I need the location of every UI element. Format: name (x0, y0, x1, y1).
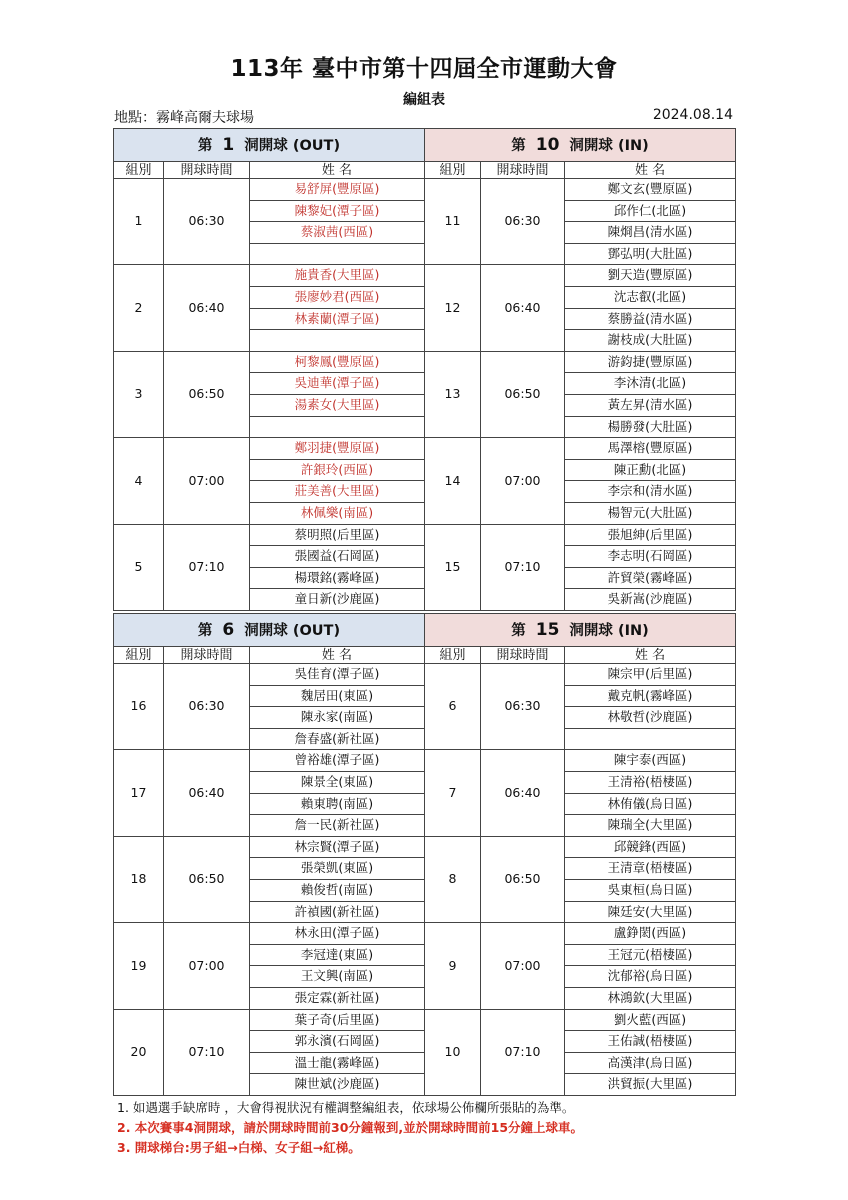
player-name: 沈郁裕(烏日區) (565, 966, 736, 988)
table-row (114, 438, 736, 460)
hole-prefix: 第 (511, 137, 526, 154)
player-name: 張廖妙君(西區) (250, 286, 425, 308)
player-name: 盧錚閎(西區) (565, 923, 736, 945)
hole-header-left (114, 129, 425, 162)
player-name: 許禎國(新社區) (250, 901, 425, 923)
player-name: 張國益(石岡區) (250, 546, 425, 568)
note-item: 3. 開球梯台:男子組→白梯、女子組→紅梯。 (117, 1140, 361, 1155)
hole-prefix: 第 (197, 137, 213, 154)
player-name: 葉子奇(后里區) (250, 1009, 425, 1031)
player-name: 許貿榮(霧峰區) (565, 567, 736, 589)
player-name (565, 728, 736, 750)
hole-suffix: 洞開球 (244, 622, 288, 639)
player-name: 戴克帆(霧峰區) (565, 685, 736, 707)
player-name: 劉天造(豐原區) (565, 265, 736, 287)
player-name: 林敬哲(沙鹿區) (565, 707, 736, 729)
hole-header-row (114, 614, 736, 647)
player-name: 黃左昇(清水區) (565, 394, 736, 416)
tee-time: 06:40 (481, 750, 565, 836)
group-number: 8 (425, 836, 481, 922)
col-header-group: 組別 (425, 647, 481, 664)
player-name: 邱競鋒(西區) (565, 836, 736, 858)
column-header-row (114, 647, 736, 664)
hole-number: 1 (222, 134, 235, 155)
group-number: 3 (114, 351, 164, 437)
hole-number: 15 (535, 619, 560, 640)
table-row (114, 664, 736, 686)
player-name: 陳廷安(大里區) (565, 901, 736, 923)
player-name: 鄧弘明(大肚區) (565, 243, 736, 265)
tee-time: 07:10 (164, 1009, 250, 1095)
tee-time: 06:40 (481, 265, 565, 351)
group-number: 6 (425, 664, 481, 750)
player-name: 溫士龍(霧峰區) (250, 1052, 425, 1074)
table-row (114, 750, 736, 772)
player-name: 陳永家(南區) (250, 707, 425, 729)
player-name: 楊環銘(霧峰區) (250, 567, 425, 589)
player-name: 王冠元(梧棲區) (565, 944, 736, 966)
col-header-name: 姓 名 (565, 162, 736, 179)
player-name: 張榮凱(東區) (250, 858, 425, 880)
player-name: 陳烱昌(清水區) (565, 222, 736, 244)
player-name: 高漢津(烏日區) (565, 1052, 736, 1074)
hole-suffix: 洞開球 (244, 137, 288, 154)
player-name: 林素蘭(潭子區) (250, 308, 425, 330)
group-number: 2 (114, 265, 164, 351)
col-header-group: 組別 (425, 162, 481, 179)
player-name: 林佩樂(南區) (250, 502, 425, 524)
player-name: 林鴻欽(大里區) (565, 987, 736, 1009)
player-name: 鄭羽捷(豐原區) (250, 438, 425, 460)
player-name: 王佑誠(梧棲區) (565, 1031, 736, 1053)
column-header-row (114, 162, 736, 179)
player-name: 張定霖(新社區) (250, 987, 425, 1009)
tee-time: 06:50 (164, 836, 250, 922)
hole-header-left (114, 614, 425, 647)
col-header-group: 組別 (114, 647, 164, 664)
player-name: 童日新(沙鹿區) (250, 589, 425, 611)
notes (117, 1098, 583, 1158)
player-name: 吳迪華(潭子區) (250, 373, 425, 395)
player-name: 鄭文玄(豐原區) (565, 179, 736, 201)
player-name: 楊智元(大肚區) (565, 502, 736, 524)
group-number: 16 (114, 664, 164, 750)
group-number: 18 (114, 836, 164, 922)
col-header-tee-time: 開球時間 (164, 162, 250, 179)
player-name: 林宗賢(潭子區) (250, 836, 425, 858)
player-name: 易舒屏(豐原區) (250, 179, 425, 201)
hole-side: (IN) (617, 137, 649, 154)
player-name: 賴東聘(南區) (250, 793, 425, 815)
group-number: 10 (425, 1009, 481, 1095)
tee-time: 06:50 (481, 836, 565, 922)
group-number: 15 (425, 524, 481, 610)
hole-suffix: 洞開球 (569, 622, 613, 639)
location-label: 地點：霧峰高爾夫球場 (114, 110, 254, 126)
hole-number: 6 (222, 619, 235, 640)
schedule-table-lower (113, 613, 736, 1096)
hole-side: (OUT) (292, 622, 341, 639)
table-row (114, 179, 736, 201)
col-header-tee-time: 開球時間 (481, 162, 565, 179)
player-name: 陳宇泰(西區) (565, 750, 736, 772)
group-number: 17 (114, 750, 164, 836)
player-name: 柯黎鳳(豐原區) (250, 351, 425, 373)
player-name: 游鈞捷(豐原區) (565, 351, 736, 373)
player-name: 許銀玲(西區) (250, 459, 425, 481)
player-name: 王清裕(梧棲區) (565, 771, 736, 793)
player-name (250, 330, 425, 352)
col-header-tee-time: 開球時間 (481, 647, 565, 664)
table-row (114, 351, 736, 373)
player-name: 吳佳育(潭子區) (250, 664, 425, 686)
group-number: 11 (425, 179, 481, 265)
player-name: 魏居田(東區) (250, 685, 425, 707)
player-name: 洪貿振(大里區) (565, 1074, 736, 1096)
hole-prefix: 第 (197, 622, 213, 639)
group-number: 13 (425, 351, 481, 437)
player-name (250, 416, 425, 438)
player-name: 王清章(梧棲區) (565, 858, 736, 880)
player-name: 馬澤榕(豐原區) (565, 438, 736, 460)
hole-suffix: 洞開球 (569, 137, 613, 154)
player-name: 李宗和(清水區) (565, 481, 736, 503)
group-number: 4 (114, 438, 164, 524)
group-number: 12 (425, 265, 481, 351)
player-name: 蔡明照(后里區) (250, 524, 425, 546)
player-name: 詹春盛(新社區) (250, 728, 425, 750)
hole-number: 10 (535, 134, 560, 155)
table-row (114, 923, 736, 945)
tee-time: 07:00 (164, 923, 250, 1009)
hole-side: (OUT) (292, 137, 341, 154)
player-name: 陳景全(東區) (250, 771, 425, 793)
note-item: 2. 本次賽事4洞開球，請於開球時間前30分鐘報到,並於開球時間前15分鐘上球車。 (117, 1120, 584, 1135)
player-name: 湯素女(大里區) (250, 394, 425, 416)
group-number: 9 (425, 923, 481, 1009)
player-name: 陳瑞全(大里區) (565, 815, 736, 837)
table-row (114, 524, 736, 546)
player-name: 陳正勳(北區) (565, 459, 736, 481)
player-name: 吳東桓(烏日區) (565, 879, 736, 901)
player-name: 李沐清(北區) (565, 373, 736, 395)
player-name: 莊美善(大里區) (250, 481, 425, 503)
hole-header-row (114, 129, 736, 162)
player-name: 施貴香(大里區) (250, 265, 425, 287)
player-name: 王文興(南區) (250, 966, 425, 988)
tee-time: 07:10 (481, 524, 565, 610)
page-title: 113年 臺中市第十四屆全市運動大會 (230, 56, 618, 82)
page-subtitle: 編組表 (403, 92, 445, 108)
tee-time: 07:00 (164, 438, 250, 524)
tee-time: 06:50 (481, 351, 565, 437)
col-header-name: 姓 名 (250, 647, 425, 664)
player-name: 林永田(潭子區) (250, 923, 425, 945)
player-name: 賴俊哲(南區) (250, 879, 425, 901)
tee-time: 06:40 (164, 265, 250, 351)
player-name: 張旭紳(后里區) (565, 524, 736, 546)
col-header-name: 姓 名 (565, 647, 736, 664)
player-name: 沈志叡(北區) (565, 286, 736, 308)
tee-time: 06:30 (481, 179, 565, 265)
hole-side: (IN) (617, 622, 649, 639)
note-item: 1. 如遇選手缺席時 ，大會得視狀況有權調整編組表，依球場公佈欄所張貼的為準。 (117, 1100, 575, 1115)
tee-time: 06:40 (164, 750, 250, 836)
date-label: 2024.08.14 (652, 107, 733, 123)
group-number: 20 (114, 1009, 164, 1095)
player-name: 郭永濱(石岡區) (250, 1031, 425, 1053)
tee-time: 06:30 (164, 179, 250, 265)
tee-time: 06:30 (481, 664, 565, 750)
tee-time: 07:00 (481, 923, 565, 1009)
player-name (250, 243, 425, 265)
player-name: 吳新嵩(沙鹿區) (565, 589, 736, 611)
player-name: 陳黎妃(潭子區) (250, 200, 425, 222)
player-name: 林侑儀(烏日區) (565, 793, 736, 815)
player-name: 邱作仁(北區) (565, 200, 736, 222)
player-name: 李冠達(東區) (250, 944, 425, 966)
tee-time: 07:10 (481, 1009, 565, 1095)
tee-time: 06:30 (164, 664, 250, 750)
col-header-group: 組別 (114, 162, 164, 179)
player-name: 楊勝發(大肚區) (565, 416, 736, 438)
table-row (114, 1009, 736, 1031)
table-row (114, 265, 736, 287)
schedule-table-upper (113, 128, 736, 611)
group-number: 7 (425, 750, 481, 836)
player-name: 陳宗甲(后里區) (565, 664, 736, 686)
player-name: 詹一民(新社區) (250, 815, 425, 837)
player-name: 陳世斌(沙鹿區) (250, 1074, 425, 1096)
group-number: 5 (114, 524, 164, 610)
player-name: 蔡淑茜(西區) (250, 222, 425, 244)
hole-header-right (425, 129, 736, 162)
player-name: 曾裕雄(潭子區) (250, 750, 425, 772)
player-name: 蔡勝益(清水區) (565, 308, 736, 330)
tee-time: 06:50 (164, 351, 250, 437)
group-number: 1 (114, 179, 164, 265)
col-header-tee-time: 開球時間 (164, 647, 250, 664)
group-number: 19 (114, 923, 164, 1009)
player-name: 謝枝成(大肚區) (565, 330, 736, 352)
table-row (114, 836, 736, 858)
player-name: 李志明(石岡區) (565, 546, 736, 568)
player-name: 劉火藍(西區) (565, 1009, 736, 1031)
hole-header-right (425, 614, 736, 647)
tee-time: 07:00 (481, 438, 565, 524)
col-header-name: 姓 名 (250, 162, 425, 179)
hole-prefix: 第 (511, 622, 526, 639)
tee-time: 07:10 (164, 524, 250, 610)
group-number: 14 (425, 438, 481, 524)
